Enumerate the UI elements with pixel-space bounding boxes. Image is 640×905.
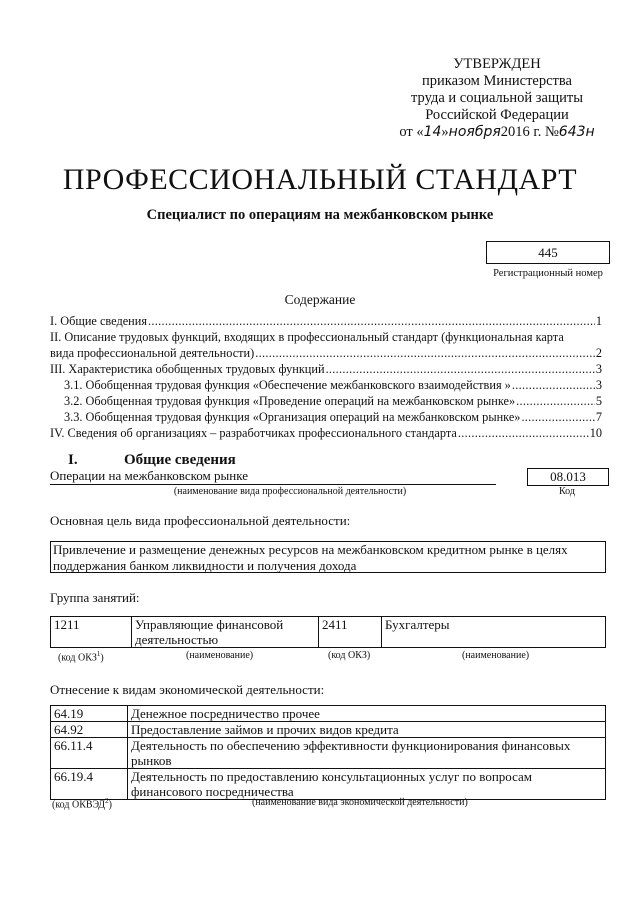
okved-code-caption: (код ОКВЭД$^2$) [52, 797, 112, 811]
approval-number: 643н [558, 124, 595, 140]
goal-label: Основная цель вида профессиональной деятельности: [50, 513, 351, 528]
table-row [51, 738, 606, 769]
toc-heading: Содержание [284, 292, 356, 307]
okz-code-cell: 1211 [51, 617, 132, 648]
toc-item[interactable]: 3.2. Обобщенная трудовая функция «Проведение операций на межбанковском рынке» ..... 5 [50, 393, 602, 409]
toc-page: 10 [589, 426, 602, 440]
toc-item[interactable]: IV. Сведения об организациях – разработчиках профессионального стандарта ..... 10 [50, 425, 602, 441]
okved-table [50, 705, 606, 800]
section-title: Общие сведения [124, 452, 236, 468]
approval-date-line: от «14»ноября2016 г. №643н [399, 124, 595, 140]
code-caption: Код [559, 486, 575, 497]
toc-item[interactable]: II. Описание трудовых функций, входящих в профессиональный стандарт (функциональная карта вида профессиональной деятельности) ..... 2 [50, 329, 602, 361]
toc-item[interactable]: I. Общие сведения ..... 1 [50, 313, 602, 329]
okved-code-cell: 64.19 [51, 706, 128, 722]
table-of-contents [50, 313, 602, 441]
okved-code-cell: 64.92 [51, 722, 128, 738]
registration-number-box: 445 [486, 241, 610, 264]
toc-page: 7 [595, 410, 602, 424]
goal-box: Привлечение и размещение денежных ресурсов на межбанковском кредитном рынке в целях поддержания банком ликвидности и получения дохода [50, 541, 606, 573]
toc-item[interactable]: III. Характеристика обобщенных трудовых функций ..... 3 [50, 361, 602, 377]
section-number: I. [68, 452, 78, 468]
okved-name-caption: (наименование вида экономической деятельности) [252, 797, 468, 808]
okved-code-cell: 66.19.4 [51, 769, 128, 800]
okz-name-caption: (наименование) [462, 650, 530, 661]
toc-page: 3 [595, 362, 602, 376]
approval-line: Российской Федерации [425, 107, 569, 123]
activity-name: Операции на межбанковском рынке [50, 467, 496, 485]
occupation-group-table [50, 616, 606, 648]
approval-line: приказом Министерства [422, 73, 572, 89]
okved-name-cell: Предоставление займов и прочих видов кредита [128, 722, 606, 738]
toc-page: 1 [595, 314, 602, 328]
toc-page: 3 [595, 378, 602, 392]
approval-block [392, 56, 602, 141]
okved-name-cell: Деятельность по обеспечению эффективности функционирования финансовых рынков [128, 738, 606, 769]
approval-line: труда и социальной защиты [411, 90, 583, 106]
approval-title: УТВЕРЖДЕН [453, 56, 541, 72]
approval-day: 14 [423, 124, 442, 140]
table-row [51, 617, 606, 648]
approval-month: ноября [448, 124, 501, 140]
activity-code-box: 08.013 [527, 468, 609, 486]
document-subtitle: Специалист по операциям на межбанковском рынке [146, 207, 494, 223]
okz-code-cell: 2411 [319, 617, 382, 648]
table-row [51, 769, 606, 800]
registration-caption: Регистрационный номер [493, 268, 603, 279]
activity-caption: (наименование вида профессиональной деятельности) [173, 486, 407, 497]
okved-label: Отнесение к видам экономической деятельности: [50, 682, 325, 697]
document-title: ПРОФЕССИОНАЛЬНЫЙ СТАНДАРТ [62, 163, 578, 196]
toc-page: 5 [595, 394, 602, 408]
okz-name-cell: Бухгалтеры [382, 617, 606, 648]
okz-name-cell: Управляющие финансовой деятельностью [132, 617, 319, 648]
okz-code-caption: (код ОКЗ) [328, 650, 371, 661]
okved-code-cell: 66.11.4 [51, 738, 128, 769]
okz-code-caption: (код ОКЗ$^1$) [58, 650, 104, 664]
toc-page: 2 [595, 346, 602, 360]
okz-name-caption: (наименование) [186, 650, 254, 661]
okved-name-cell: Денежное посредничество прочее [128, 706, 606, 722]
table-row [51, 706, 606, 722]
group-label: Группа занятий: [50, 590, 140, 605]
toc-item[interactable]: 3.3. Обобщенная трудовая функция «Организация операций на межбанковском рынке» ..... 7 [50, 409, 602, 425]
okved-name-cell: Деятельность по предоставлению консультационных услуг по вопросам финансового посредничества [128, 769, 606, 800]
table-row [51, 722, 606, 738]
toc-item[interactable]: 3.1. Обобщенная трудовая функция «Обеспечение межбанковского взаимодействия » ..... 3 [50, 377, 602, 393]
